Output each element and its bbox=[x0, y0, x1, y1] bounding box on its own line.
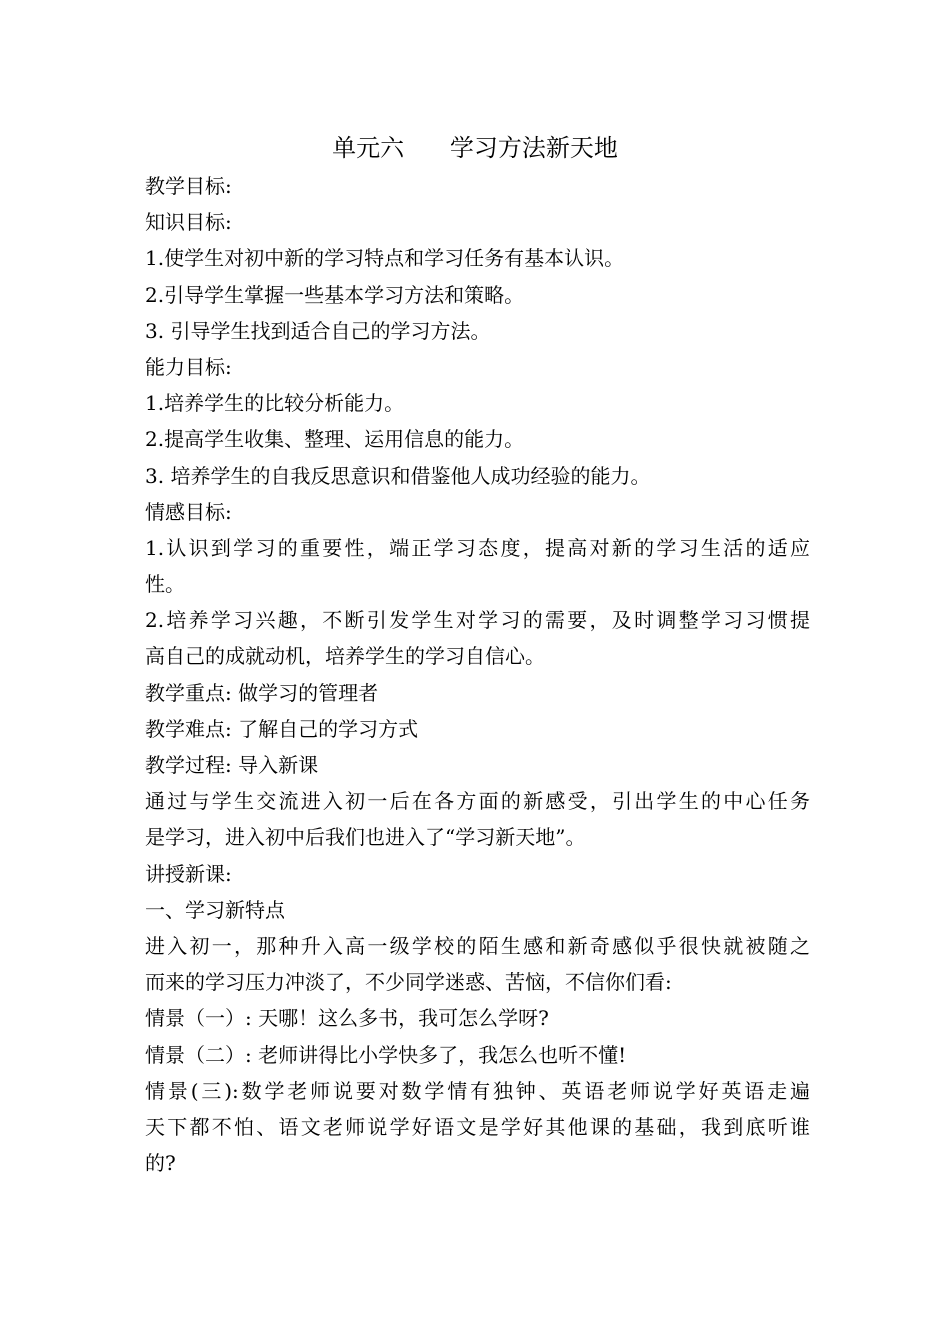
text-line: 的? bbox=[145, 1151, 176, 1176]
text-line: 教学难点: 了解自己的学习方式 bbox=[145, 716, 419, 741]
text-line: 情感目标: bbox=[145, 499, 232, 524]
text-line: 进入初一，那种升入高一级学校的陌生感和新奇感似乎很快就被随之 bbox=[145, 933, 810, 958]
text-line: 教学目标: bbox=[145, 174, 232, 198]
text-line: 情景(三):数学老师说要对数学情有独钟、英语老师说学好英语走遍 bbox=[145, 1078, 810, 1103]
document-body bbox=[145, 168, 810, 1181]
text-line: 1.培养学生的比较分析能力。 bbox=[145, 391, 405, 416]
text-line: 通过与学生交流进入初一后在各方面的新感受，引出学生的中心任务 bbox=[145, 789, 810, 814]
text-line: 教学重点: 做学习的管理者 bbox=[145, 680, 379, 705]
text-line: 天下都不怕、语文老师说学好语文是学好其他课的基础，我到底听谁 bbox=[145, 1114, 810, 1139]
text-line: 3. 培养学生的自我反思意识和借鉴他人成功经验的能力。 bbox=[145, 463, 651, 488]
text-line: 2.提高学生收集、整理、运用信息的能力。 bbox=[145, 427, 525, 452]
text-line: 高自己的成就动机，培养学生的学习自信心。 bbox=[145, 644, 545, 669]
text-line: 情景（一）: 天哪！这么多书，我可怎么学呀? bbox=[145, 1006, 549, 1031]
text-line: 2.培养学习兴趣，不断引发学生对学习的需要，及时调整学习习惯提 bbox=[145, 608, 810, 633]
text-line: 讲授新课: bbox=[145, 861, 232, 886]
text-line: 是学习，进入初中后我们也进入了“学习新天地”。 bbox=[145, 825, 586, 850]
text-line: 能力目标: bbox=[145, 354, 232, 379]
text-line: 知识目标: bbox=[145, 210, 232, 235]
text-line: 教学过程: 导入新课 bbox=[145, 753, 319, 777]
text-line: 一、学习新特点 bbox=[145, 897, 285, 922]
text-line: 而来的学习压力冲淡了，不少同学迷惑、苦恼，不信你们看: bbox=[145, 970, 672, 995]
text-line: 情景（二）: 老师讲得比小学快多了，我怎么也听不懂! bbox=[145, 1042, 627, 1067]
text-line: 1.使学生对初中新的学习特点和学习任务有基本认识。 bbox=[145, 246, 625, 271]
text-line: 3. 引导学生找到适合自己的学习方法。 bbox=[145, 318, 491, 343]
document-title: 单元六 学习方法新天地 bbox=[332, 134, 618, 162]
text-line: 2.引导学生掌握一些基本学习方法和策略。 bbox=[145, 282, 525, 307]
text-line: 性。 bbox=[145, 572, 185, 597]
text-line: 1.认识到学习的重要性，端正学习态度，提高对新的学习生活的适应 bbox=[145, 535, 810, 560]
